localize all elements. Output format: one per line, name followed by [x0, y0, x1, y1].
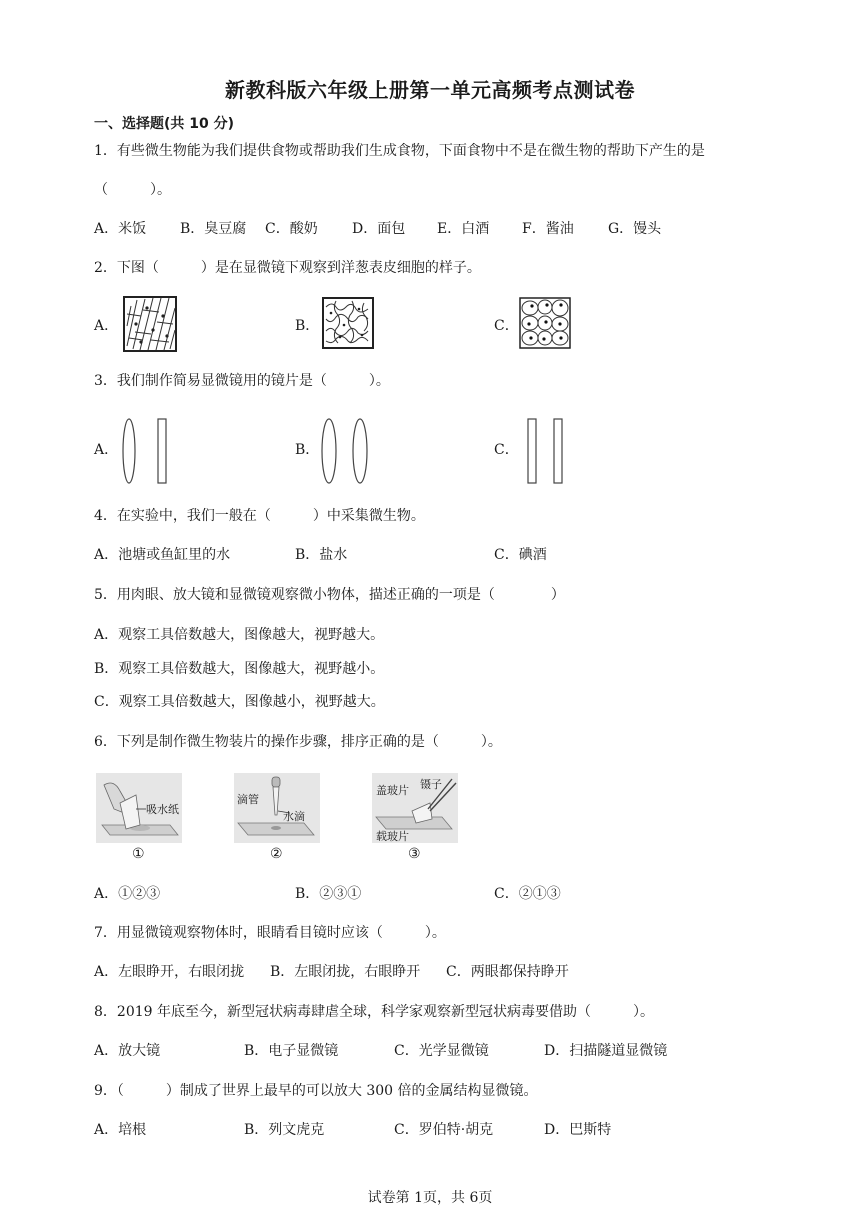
- q5-option-c: C．观察工具倍数越大，图像越小，视野越大。: [94, 694, 385, 710]
- q4-option-a: A．池塘或鱼缸里的水: [94, 547, 231, 563]
- q6-option-a: A．①②③: [94, 886, 161, 902]
- exam-title: 新教科版六年级上册第一单元高频考点测试卷: [225, 78, 635, 102]
- q2-option-a: A．: [94, 318, 119, 334]
- q9-option-b: B．列文虎克: [244, 1122, 325, 1138]
- round-cells-image: [519, 297, 571, 349]
- section-heading: 一、选择题(共 10 分): [94, 116, 235, 132]
- label-tweezers: 镊子: [420, 778, 442, 791]
- dropper-step-image: [234, 773, 320, 843]
- q8-option-d: D．扫描隧道显微镜: [544, 1043, 668, 1059]
- q7-option-c: C．两眼都保持睁开: [446, 964, 569, 980]
- question-6-text: 6．下列是制作微生物装片的操作步骤，排序正确的是（ ）。: [94, 734, 502, 750]
- q1-option-f: F．酱油: [522, 221, 574, 237]
- q3-option-a: A．: [94, 442, 119, 458]
- q2-option-c: C．: [494, 318, 519, 334]
- question-8-text: 8．2019 年底至今，新型冠状病毒肆虐全球，科学家观察新型冠状病毒要借助（ ）。: [94, 1004, 654, 1020]
- label-blotting-paper: 吸水纸: [146, 803, 179, 816]
- question-7-text: 7．用显微镜观察物体时，眼睛看目镜时应该（ ）。: [94, 925, 446, 941]
- question-4-text: 4．在实验中，我们一般在（ ）中采集微生物。: [94, 508, 425, 524]
- q3-option-b: B．: [295, 442, 320, 458]
- q9-option-a: A．培根: [94, 1122, 147, 1138]
- q8-option-c: C．光学显微镜: [394, 1043, 489, 1059]
- caption-step-3: ③: [408, 846, 421, 862]
- q5-option-a: A．观察工具倍数越大，图像越大，视野越大。: [94, 627, 385, 643]
- page-footer: 试卷第 1页，共 6页: [367, 1190, 493, 1206]
- q1-option-c: C．酸奶: [265, 221, 318, 237]
- q2-option-b: B．: [295, 318, 320, 334]
- question-1-text-cont: （ ）。: [94, 182, 171, 198]
- q5-option-b: B．观察工具倍数越大，图像越大，视野越小。: [94, 661, 385, 677]
- q1-option-d: D．面包: [352, 221, 406, 237]
- q1-option-b: B．臭豆腐: [180, 221, 247, 237]
- irregular-cells-image: [322, 297, 374, 349]
- q6-option-c: C．②①③: [494, 886, 561, 902]
- question-5-text: 5．用肉眼、放大镜和显微镜观察微小物体，描述正确的一项是（ ）: [94, 587, 565, 603]
- label-cover-slip: 盖玻片: [376, 784, 409, 797]
- two-convex-lenses-image: [318, 416, 374, 486]
- elongated-cells-image: [123, 296, 177, 352]
- q9-option-d: D．巴斯特: [544, 1122, 612, 1138]
- q6-option-b: B．②③①: [295, 886, 362, 902]
- q1-option-a: A．米饭: [94, 221, 147, 237]
- caption-step-2: ②: [270, 846, 283, 862]
- two-flat-glasses-image: [524, 416, 568, 486]
- label-dropper: 滴管: [237, 793, 259, 806]
- q8-option-b: B．电子显微镜: [244, 1043, 339, 1059]
- q4-option-c: C．碘酒: [494, 547, 547, 563]
- caption-step-1: ①: [132, 846, 145, 862]
- q3-option-c: C．: [494, 442, 519, 458]
- convex-lens-and-flat-glass-image: [118, 416, 172, 486]
- q4-option-b: B．盐水: [295, 547, 348, 563]
- label-glass-slide: 载玻片: [376, 830, 409, 843]
- question-9-text: 9．（ ）制成了世界上最早的可以放大 300 倍的金属结构显微镜。: [94, 1083, 538, 1099]
- q7-option-b: B．左眼闭拢，右眼睁开: [270, 964, 421, 980]
- q8-option-a: A．放大镜: [94, 1043, 161, 1059]
- q1-option-g: G．馒头: [608, 221, 662, 237]
- label-water-drop: 水滴: [283, 810, 305, 823]
- question-1-text: 1．有些微生物能为我们提供食物或帮助我们生成食物，下面食物中不是在微生物的帮助下产生的是: [94, 143, 705, 159]
- question-2-text: 2．下图（ ）是在显微镜下观察到洋葱表皮细胞的样子。: [94, 260, 481, 276]
- q9-option-c: C．罗伯特·胡克: [394, 1122, 494, 1138]
- q7-option-a: A．左眼睁开，右眼闭拢: [94, 964, 245, 980]
- question-3-text: 3．我们制作简易显微镜用的镜片是（ ）。: [94, 373, 390, 389]
- q1-option-e: E．白酒: [437, 221, 490, 237]
